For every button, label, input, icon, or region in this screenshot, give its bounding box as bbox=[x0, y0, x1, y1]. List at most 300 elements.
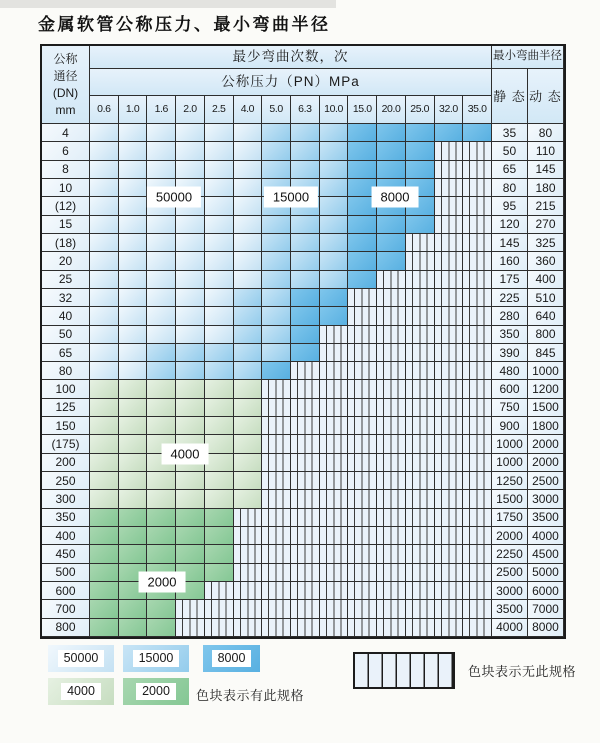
static-radius-cell: 1000 bbox=[492, 454, 528, 472]
no-spec-cell bbox=[435, 399, 464, 417]
no-spec-cell bbox=[377, 490, 406, 508]
no-spec-cell bbox=[435, 490, 464, 508]
no-spec-cell bbox=[463, 472, 492, 490]
spec-cell-50000 bbox=[205, 216, 234, 234]
static-radius-cell: 1500 bbox=[492, 490, 528, 508]
spec-cell-50000 bbox=[119, 252, 148, 270]
static-radius-cell: 65 bbox=[492, 161, 528, 179]
zone-count-label: 2000 bbox=[140, 573, 185, 592]
dynamic-column-header: 动 态 bbox=[528, 69, 564, 124]
no-spec-cell bbox=[463, 307, 492, 325]
spec-cell-50000 bbox=[234, 234, 263, 252]
spec-cell-50000 bbox=[147, 234, 176, 252]
no-spec-cell bbox=[205, 582, 234, 600]
dn-cell: 800 bbox=[42, 619, 90, 637]
no-spec-cell bbox=[348, 582, 377, 600]
no-spec-cell bbox=[463, 197, 492, 215]
spec-cell-50000 bbox=[234, 179, 263, 197]
no-spec-cell bbox=[320, 545, 349, 563]
no-spec-cell bbox=[320, 527, 349, 545]
dynamic-radius-cell: 7000 bbox=[528, 600, 564, 618]
static-radius-cell: 2500 bbox=[492, 564, 528, 582]
corner-header-line: mm bbox=[55, 103, 76, 117]
corner-header-line: (DN) bbox=[52, 86, 79, 100]
no-spec-cell bbox=[262, 380, 291, 398]
spec-cell-15000 bbox=[291, 161, 320, 179]
nominal-pressure-header: 公称压力（PN）MPa bbox=[90, 69, 492, 96]
spec-cell-50000 bbox=[90, 179, 119, 197]
spec-cell-2000 bbox=[205, 564, 234, 582]
static-radius-cell: 225 bbox=[492, 289, 528, 307]
no-spec-cell bbox=[348, 326, 377, 344]
no-spec-cell bbox=[463, 252, 492, 270]
spec-cell-15000 bbox=[262, 161, 291, 179]
spec-cell-8000 bbox=[377, 124, 406, 142]
no-spec-cell bbox=[377, 326, 406, 344]
static-radius-cell: 750 bbox=[492, 399, 528, 417]
spec-cell-2000 bbox=[119, 527, 148, 545]
spec-cell-4000 bbox=[234, 417, 263, 435]
no-spec-cell bbox=[377, 344, 406, 362]
no-spec-cell bbox=[320, 472, 349, 490]
no-spec-cell bbox=[291, 435, 320, 453]
pressure-tick-label: 15.0 bbox=[348, 96, 377, 124]
spec-cell-8000 bbox=[377, 234, 406, 252]
spec-cell-15000 bbox=[320, 179, 349, 197]
spec-cell-50000 bbox=[90, 271, 119, 289]
spec-cell-15000 bbox=[262, 142, 291, 160]
no-spec-cell bbox=[435, 289, 464, 307]
no-spec-cell bbox=[406, 545, 435, 563]
spec-cell-4000 bbox=[205, 454, 234, 472]
spec-cell-8000 bbox=[348, 271, 377, 289]
dynamic-radius-cell: 3000 bbox=[528, 490, 564, 508]
no-spec-cell bbox=[291, 545, 320, 563]
no-spec-cell bbox=[291, 454, 320, 472]
spec-cell-2000 bbox=[90, 509, 119, 527]
spec-cell-8000 bbox=[291, 307, 320, 325]
spec-cell-50000 bbox=[119, 124, 148, 142]
spec-cell-2000 bbox=[205, 509, 234, 527]
dynamic-radius-cell: 8000 bbox=[528, 619, 564, 637]
no-spec-cell bbox=[463, 216, 492, 234]
static-radius-cell: 900 bbox=[492, 417, 528, 435]
spec-cell-50000 bbox=[176, 326, 205, 344]
no-spec-cell bbox=[463, 435, 492, 453]
spec-cell-2000 bbox=[176, 527, 205, 545]
dn-cell: 80 bbox=[42, 362, 90, 380]
no-spec-cell bbox=[435, 271, 464, 289]
dn-cell: 4 bbox=[42, 124, 90, 142]
spec-cell-8000 bbox=[291, 344, 320, 362]
no-spec-cell bbox=[406, 564, 435, 582]
spec-cell-4000 bbox=[147, 399, 176, 417]
no-spec-cell bbox=[291, 380, 320, 398]
spec-cell-8000 bbox=[262, 362, 291, 380]
no-spec-cell bbox=[320, 600, 349, 618]
dynamic-radius-cell: 325 bbox=[528, 234, 564, 252]
spec-cell-4000 bbox=[205, 472, 234, 490]
static-radius-cell: 145 bbox=[492, 234, 528, 252]
dynamic-radius-cell: 400 bbox=[528, 271, 564, 289]
spec-table bbox=[40, 44, 566, 639]
spec-cell-50000 bbox=[119, 289, 148, 307]
dynamic-radius-cell: 80 bbox=[528, 124, 564, 142]
no-spec-cell bbox=[435, 216, 464, 234]
dynamic-radius-cell: 180 bbox=[528, 179, 564, 197]
spec-cell-50000 bbox=[119, 326, 148, 344]
spec-cell-8000 bbox=[348, 124, 377, 142]
no-spec-cell bbox=[463, 326, 492, 344]
dn-cell: 350 bbox=[42, 509, 90, 527]
no-spec-cell bbox=[262, 619, 291, 637]
pressure-tick-label: 25.0 bbox=[406, 96, 435, 124]
no-spec-cell bbox=[320, 326, 349, 344]
spec-cell-4000 bbox=[205, 490, 234, 508]
dynamic-radius-cell: 4000 bbox=[528, 527, 564, 545]
no-spec-cell bbox=[406, 472, 435, 490]
dn-cell: 100 bbox=[42, 380, 90, 398]
pressure-tick-label: 4.0 bbox=[234, 96, 263, 124]
no-spec-cell bbox=[320, 362, 349, 380]
no-spec-cell bbox=[234, 619, 263, 637]
spec-cell-50000 bbox=[119, 234, 148, 252]
no-spec-cell bbox=[406, 417, 435, 435]
no-spec-cell bbox=[406, 362, 435, 380]
no-spec-cell bbox=[435, 197, 464, 215]
no-spec-cell bbox=[406, 289, 435, 307]
spec-cell-4000 bbox=[205, 435, 234, 453]
no-spec-cell bbox=[377, 509, 406, 527]
no-spec-cell bbox=[463, 454, 492, 472]
no-spec-cell bbox=[291, 417, 320, 435]
spec-cell-50000 bbox=[147, 271, 176, 289]
dynamic-radius-cell: 510 bbox=[528, 289, 564, 307]
dn-cell: 600 bbox=[42, 582, 90, 600]
legend-swatch-label: 2000 bbox=[136, 683, 176, 700]
pressure-tick-label: 35.0 bbox=[463, 96, 492, 124]
spec-cell-15000 bbox=[320, 252, 349, 270]
no-spec-cell bbox=[377, 564, 406, 582]
spec-cell-50000 bbox=[90, 124, 119, 142]
spec-cell-4000 bbox=[119, 454, 148, 472]
no-spec-cell bbox=[463, 527, 492, 545]
spec-cell-50000 bbox=[234, 197, 263, 215]
no-spec-cell bbox=[348, 545, 377, 563]
no-spec-cell bbox=[377, 527, 406, 545]
spec-cell-2000 bbox=[176, 509, 205, 527]
spec-cell-8000 bbox=[435, 124, 464, 142]
no-spec-cell bbox=[463, 380, 492, 398]
no-spec-cell bbox=[406, 490, 435, 508]
no-spec-cell bbox=[463, 399, 492, 417]
spec-cell-4000 bbox=[176, 472, 205, 490]
no-spec-cell bbox=[377, 619, 406, 637]
spec-cell-2000 bbox=[119, 545, 148, 563]
spec-cell-2000 bbox=[119, 600, 148, 618]
dynamic-radius-cell: 2000 bbox=[528, 454, 564, 472]
spec-cell-50000 bbox=[90, 216, 119, 234]
no-spec-cell bbox=[377, 545, 406, 563]
no-spec-cell bbox=[463, 564, 492, 582]
spec-cell-8000 bbox=[406, 142, 435, 160]
spec-cell-50000 bbox=[234, 271, 263, 289]
no-spec-cell bbox=[463, 509, 492, 527]
spec-cell-50000 bbox=[205, 234, 234, 252]
spec-cell-50000 bbox=[176, 124, 205, 142]
no-spec-cell bbox=[406, 326, 435, 344]
no-spec-cell bbox=[463, 619, 492, 637]
no-spec-cell bbox=[377, 271, 406, 289]
spec-cell-15000 bbox=[262, 216, 291, 234]
no-spec-cell bbox=[348, 362, 377, 380]
spec-cell-50000 bbox=[119, 161, 148, 179]
spec-cell-2000 bbox=[90, 619, 119, 637]
pressure-tick-label: 0.6 bbox=[90, 96, 119, 124]
no-spec-cell bbox=[463, 417, 492, 435]
spec-cell-50000 bbox=[90, 344, 119, 362]
spec-cell-2000 bbox=[119, 509, 148, 527]
pressure-tick-label: 5.0 bbox=[262, 96, 291, 124]
spec-cell-50000 bbox=[205, 124, 234, 142]
static-radius-cell: 1250 bbox=[492, 472, 528, 490]
no-spec-cell bbox=[463, 600, 492, 618]
static-radius-cell: 160 bbox=[492, 252, 528, 270]
no-spec-cell bbox=[435, 142, 464, 160]
spec-cell-4000 bbox=[234, 380, 263, 398]
static-radius-cell: 2250 bbox=[492, 545, 528, 563]
no-spec-cell bbox=[262, 454, 291, 472]
no-spec-cell bbox=[406, 399, 435, 417]
no-spec-cell bbox=[463, 289, 492, 307]
spec-cell-50000 bbox=[205, 307, 234, 325]
dn-cell: 6 bbox=[42, 142, 90, 160]
no-spec-cell bbox=[463, 271, 492, 289]
no-spec-cell bbox=[463, 161, 492, 179]
spec-cell-15000 bbox=[291, 216, 320, 234]
spec-cell-2000 bbox=[90, 582, 119, 600]
spec-cell-2000 bbox=[205, 527, 234, 545]
spec-cell-15000 bbox=[320, 271, 349, 289]
spec-cell-15000 bbox=[234, 289, 263, 307]
no-spec-cell bbox=[320, 454, 349, 472]
spec-cell-4000 bbox=[205, 417, 234, 435]
spec-cell-50000 bbox=[234, 142, 263, 160]
spec-cell-8000 bbox=[377, 161, 406, 179]
no-spec-cell bbox=[435, 307, 464, 325]
no-spec-cell bbox=[463, 490, 492, 508]
spec-cell-4000 bbox=[90, 490, 119, 508]
spec-cell-50000 bbox=[90, 197, 119, 215]
spec-cell-8000 bbox=[348, 161, 377, 179]
static-radius-cell: 120 bbox=[492, 216, 528, 234]
no-spec-cell bbox=[234, 545, 263, 563]
no-spec-cell bbox=[320, 380, 349, 398]
spec-cell-50000 bbox=[205, 161, 234, 179]
spec-cell-2000 bbox=[90, 545, 119, 563]
spec-cell-50000 bbox=[205, 179, 234, 197]
dn-cell: 10 bbox=[42, 179, 90, 197]
legend-swatch-label: 4000 bbox=[61, 683, 101, 700]
spec-cell-50000 bbox=[147, 124, 176, 142]
spec-cell-8000 bbox=[320, 289, 349, 307]
spec-cell-8000 bbox=[348, 216, 377, 234]
dn-cell: 125 bbox=[42, 399, 90, 417]
bend-cycles-header: 最少弯曲次数，次 bbox=[90, 46, 492, 69]
no-spec-cell bbox=[205, 619, 234, 637]
no-spec-cell bbox=[320, 582, 349, 600]
dn-cell: 300 bbox=[42, 490, 90, 508]
no-spec-cell bbox=[435, 252, 464, 270]
scan-artifact-strip bbox=[0, 0, 336, 8]
no-spec-cell bbox=[348, 289, 377, 307]
spec-cell-50000 bbox=[147, 289, 176, 307]
static-radius-cell: 600 bbox=[492, 380, 528, 398]
no-spec-cell bbox=[377, 472, 406, 490]
spec-cell-50000 bbox=[90, 252, 119, 270]
spec-cell-15000 bbox=[262, 271, 291, 289]
spec-cell-8000 bbox=[463, 124, 492, 142]
spec-cell-2000 bbox=[147, 527, 176, 545]
no-spec-cell bbox=[291, 600, 320, 618]
no-spec-cell bbox=[234, 564, 263, 582]
no-spec-cell bbox=[348, 380, 377, 398]
no-spec-cell bbox=[291, 527, 320, 545]
static-radius-cell: 390 bbox=[492, 344, 528, 362]
dn-cell: 500 bbox=[42, 564, 90, 582]
no-spec-cell bbox=[406, 435, 435, 453]
spec-cell-4000 bbox=[119, 490, 148, 508]
no-spec-cell bbox=[377, 380, 406, 398]
spec-cell-50000 bbox=[234, 124, 263, 142]
spec-cell-15000 bbox=[320, 216, 349, 234]
no-spec-cell bbox=[320, 564, 349, 582]
spec-cell-4000 bbox=[119, 417, 148, 435]
spec-cell-50000 bbox=[90, 161, 119, 179]
spec-cell-50000 bbox=[205, 252, 234, 270]
dynamic-radius-cell: 1500 bbox=[528, 399, 564, 417]
spec-cell-8000 bbox=[348, 252, 377, 270]
no-spec-cell bbox=[435, 344, 464, 362]
dn-cell: 40 bbox=[42, 307, 90, 325]
spec-cell-8000 bbox=[291, 326, 320, 344]
spec-cell-4000 bbox=[119, 380, 148, 398]
no-spec-cell bbox=[348, 307, 377, 325]
spec-cell-50000 bbox=[147, 307, 176, 325]
spec-cell-4000 bbox=[176, 417, 205, 435]
spec-cell-15000 bbox=[291, 271, 320, 289]
spec-cell-50000 bbox=[176, 216, 205, 234]
legend bbox=[48, 645, 588, 709]
no-spec-cell bbox=[435, 564, 464, 582]
dn-cell: 25 bbox=[42, 271, 90, 289]
no-spec-cell bbox=[262, 582, 291, 600]
no-spec-cell bbox=[320, 417, 349, 435]
static-radius-cell: 350 bbox=[492, 326, 528, 344]
zone-count-label: 50000 bbox=[148, 188, 200, 207]
spec-cell-4000 bbox=[90, 454, 119, 472]
spec-cell-50000 bbox=[90, 289, 119, 307]
spec-cell-15000 bbox=[320, 161, 349, 179]
spec-cell-50000 bbox=[119, 179, 148, 197]
no-spec-cell bbox=[262, 527, 291, 545]
spec-cell-50000 bbox=[90, 234, 119, 252]
spec-cell-4000 bbox=[147, 490, 176, 508]
spec-cell-4000 bbox=[147, 472, 176, 490]
no-spec-cell bbox=[435, 600, 464, 618]
spec-cell-2000 bbox=[147, 600, 176, 618]
no-spec-cell bbox=[348, 435, 377, 453]
no-spec-cell bbox=[406, 619, 435, 637]
no-spec-cell bbox=[320, 435, 349, 453]
pressure-tick-label: 1.0 bbox=[119, 96, 148, 124]
dynamic-radius-cell: 6000 bbox=[528, 582, 564, 600]
dn-cell: 32 bbox=[42, 289, 90, 307]
spec-cell-2000 bbox=[147, 619, 176, 637]
spec-cell-8000 bbox=[406, 124, 435, 142]
dynamic-radius-cell: 3500 bbox=[528, 509, 564, 527]
spec-cell-4000 bbox=[205, 380, 234, 398]
spec-cell-15000 bbox=[147, 362, 176, 380]
no-spec-cell bbox=[435, 472, 464, 490]
static-column-header: 静 态 bbox=[492, 69, 528, 124]
spec-cell-4000 bbox=[147, 380, 176, 398]
spec-cell-4000 bbox=[234, 490, 263, 508]
dynamic-radius-cell: 2000 bbox=[528, 435, 564, 453]
no-spec-cell bbox=[348, 344, 377, 362]
spec-cell-15000 bbox=[291, 234, 320, 252]
spec-cell-50000 bbox=[90, 142, 119, 160]
spec-cell-50000 bbox=[205, 197, 234, 215]
no-spec-cell bbox=[348, 527, 377, 545]
no-spec-cell bbox=[377, 600, 406, 618]
spec-cell-4000 bbox=[119, 399, 148, 417]
legend-no-spec-note: 色块表示无此规格 bbox=[468, 664, 577, 679]
spec-cell-50000 bbox=[176, 252, 205, 270]
spec-cell-4000 bbox=[119, 435, 148, 453]
no-spec-cell bbox=[262, 509, 291, 527]
dynamic-radius-cell: 270 bbox=[528, 216, 564, 234]
spec-cell-50000 bbox=[176, 271, 205, 289]
zone-count-label: 15000 bbox=[265, 188, 317, 207]
no-spec-cell bbox=[406, 344, 435, 362]
legend-swatch-2000 bbox=[123, 678, 189, 705]
spec-cell-4000 bbox=[234, 399, 263, 417]
spec-cell-50000 bbox=[234, 161, 263, 179]
zone-count-label: 4000 bbox=[163, 445, 208, 464]
spec-cell-50000 bbox=[147, 252, 176, 270]
no-spec-cell bbox=[463, 142, 492, 160]
dynamic-radius-cell: 845 bbox=[528, 344, 564, 362]
no-spec-cell bbox=[320, 344, 349, 362]
pressure-tick-label: 2.5 bbox=[205, 96, 234, 124]
spec-cell-15000 bbox=[291, 124, 320, 142]
no-spec-cell bbox=[463, 545, 492, 563]
no-spec-cell bbox=[176, 600, 205, 618]
spec-cell-2000 bbox=[147, 509, 176, 527]
spec-cell-50000 bbox=[205, 289, 234, 307]
no-spec-cell bbox=[291, 472, 320, 490]
static-radius-cell: 3500 bbox=[492, 600, 528, 618]
no-spec-cell bbox=[406, 600, 435, 618]
spec-cell-2000 bbox=[90, 527, 119, 545]
legend-swatch-8000 bbox=[203, 645, 260, 672]
spec-cell-2000 bbox=[119, 619, 148, 637]
no-spec-cell bbox=[435, 509, 464, 527]
no-spec-cell bbox=[377, 435, 406, 453]
no-spec-cell bbox=[406, 527, 435, 545]
spec-cell-4000 bbox=[90, 435, 119, 453]
